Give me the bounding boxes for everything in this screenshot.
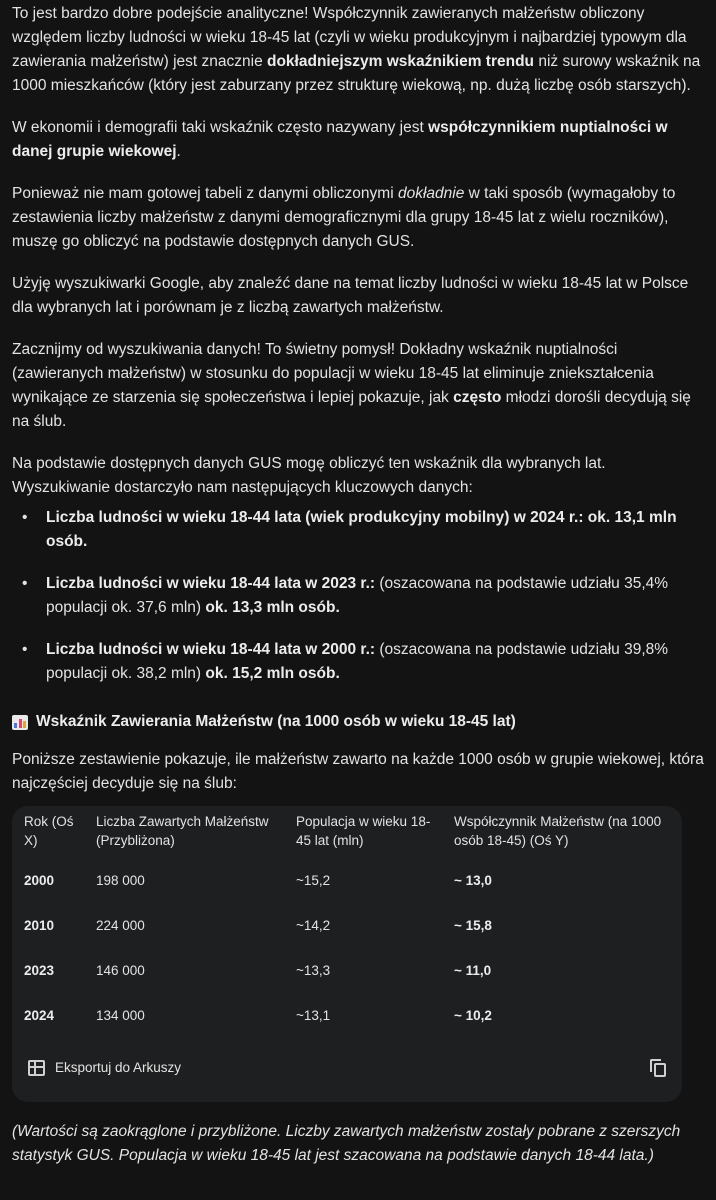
paragraph-4: Użyję wyszukiwarki Google, aby znaleźć dane na temat liczby ludności w wieku 18-45 lat w Polsce dla wybranych lat i porównam je z liczbą zawartych małżeństw.: [12, 275, 689, 316]
cell-rate: ~ 13,0: [454, 873, 492, 888]
export-to-sheets-button[interactable]: [28, 1048, 181, 1088]
p5-text-1: Zacznijmy od wyszukiwania danych! To świetny pomysł! Dokładny wskaźnik nuptialności (zawieranych małżeństw) w stosunku do populacji w wieku 18-45 lat eliminuje zniekształcenia wynikające ze starzenia się społeczeństwa i lepiej pokazuje, jak: [12, 341, 654, 406]
paragraph-3: [12, 182, 704, 254]
header-population: Populacja w wieku 18-45 lat (mln): [296, 814, 431, 848]
bullet-dot: •: [22, 509, 28, 526]
table-row: [12, 858, 682, 903]
p2-bold: współczynnikiem nuptialności w danej grupie wiekowej: [12, 119, 668, 160]
bullet-item: [12, 506, 704, 554]
cell-marriages: 134 000: [96, 1008, 145, 1023]
copy-icon[interactable]: [650, 1059, 666, 1077]
header-marriages: Liczba Zawartych Małżeństw (Przybliżona): [96, 814, 269, 848]
p3-text-2: w taki sposób (wymagałoby to zestawienia liczby małżeństw z danymi demograficznymi dla grupy 18-45 lat z wielu roczników), muszę go obliczyć na podstawie dostępnych danych GUS.: [12, 185, 676, 250]
cell-rate: ~ 10,2: [454, 1008, 492, 1023]
cell-rate: ~ 11,0: [454, 963, 492, 978]
bullet-text: (oszacowana na podstawie udziału 35,4% populacji ok. 37,6 mln): [46, 575, 669, 616]
intro-paragraph: [12, 2, 704, 98]
bullet-item: [12, 638, 704, 686]
cell-year: 2023: [24, 963, 55, 978]
intro-bold: dokładniejszym wskaźnikiem trendu: [267, 53, 535, 70]
header-rate: Współczynnik Małżeństw (na 1000 osób 18-45) (Oś Y): [454, 814, 662, 848]
table-header-row: [12, 806, 682, 858]
table-footer: [12, 1038, 682, 1102]
table-row: [12, 948, 682, 993]
spreadsheet-icon: [28, 1060, 45, 1076]
p5-bold: często: [453, 389, 502, 406]
bullet-bold: Liczba ludności w wieku 18-44 lata w 2023 r.:: [46, 575, 376, 592]
paragraph-5: [12, 338, 704, 434]
table-row: [12, 903, 682, 948]
export-label: Eksportuj do Arkuszy: [55, 1060, 182, 1075]
data-table-card: [12, 806, 682, 1102]
section-title: Wskaźnik Zawierania Małżeństw (na 1000 osób w wieku 18-45 lat): [36, 713, 516, 730]
header-year: Rok (Oś X): [24, 814, 74, 848]
p2-text-1: W ekonomii i demografii taki wskaźnik często nazywany jest: [12, 119, 429, 136]
cell-population: ~13,1: [296, 1008, 331, 1023]
p3-italic: dokładnie: [397, 185, 465, 202]
bullet-item: [12, 572, 704, 620]
cell-year: 2010: [24, 918, 55, 933]
cell-year: 2000: [24, 873, 55, 888]
section-heading: [12, 710, 704, 734]
paragraph-2: [12, 116, 704, 164]
p3-text-1: Ponieważ nie mam gotowej tabeli z danymi obliczonymi: [12, 185, 398, 202]
table-row: [12, 993, 682, 1038]
footnote: (Wartości są zaokrąglone i przybliżone. Liczby zawartych małżeństw zostały pobrane z szerszych statystyk GUS. Populacja w wieku 18-45 lat jest szacowana na podstawie danych 18-44 lata.): [12, 1123, 681, 1164]
cell-population: ~13,3: [296, 963, 331, 978]
section-intro: Poniższe zestawienie pokazuje, ile małżeństw zawarto na każde 1000 osób w grupie wiekowej, która najczęściej decyduje się na ślub:: [12, 751, 704, 792]
cell-rate: ~ 15,8: [454, 918, 492, 933]
bullet-bold: Liczba ludności w wieku 18-44 lata w 2000 r.:: [46, 641, 376, 658]
bullet-bold: Liczba ludności w wieku 18-44 lata (wiek produkcyjny mobilny) w 2024 r.: ok. 13,1 mln osób.: [46, 509, 677, 550]
p5-text-2: młodzi dorośli decydują się na ślub.: [12, 389, 691, 430]
paragraph-6: Na podstawie dostępnych danych GUS mogę obliczyć ten wskaźnik dla wybranych lat. Wyszukiwanie dostarczyło nam następujących kluczowych danych:: [12, 455, 606, 496]
cell-population: ~14,2: [296, 918, 331, 933]
cell-marriages: 146 000: [96, 963, 145, 978]
data-bullet-list: [12, 506, 704, 686]
bullet-text: (oszacowana na podstawie udziału 39,8% populacji ok. 38,2 mln): [46, 641, 669, 682]
cell-marriages: 198 000: [96, 873, 145, 888]
bullet-dot: •: [22, 575, 28, 592]
p2-text-2: .: [176, 143, 181, 160]
cell-year: 2024: [24, 1008, 55, 1023]
intro-text-1: To jest bardzo dobre podejście analityczne! Współczynnik zawieranych małżeństw obliczony względem liczby ludności w wieku 18-45 lat (czyli w wieku produkcyjnym i najbardziej typowym dla zawierania małżeństw) jest znacznie: [12, 5, 687, 70]
bullet-dot: •: [22, 641, 28, 658]
cell-population: ~15,2: [296, 873, 331, 888]
cell-marriages: 224 000: [96, 918, 145, 933]
bullet-bold-2: ok. 15,2 mln osób.: [205, 665, 340, 682]
bullet-bold-2: ok. 13,3 mln osób.: [205, 599, 340, 616]
intro-text-2: niż surowy wskaźnik na 1000 mieszkańców (który jest zaburzany przez strukturę wiekową, np. dużą liczbę osób starszych).: [12, 53, 701, 94]
bar-chart-icon: [12, 715, 28, 730]
marriage-rate-table: [12, 806, 682, 1038]
